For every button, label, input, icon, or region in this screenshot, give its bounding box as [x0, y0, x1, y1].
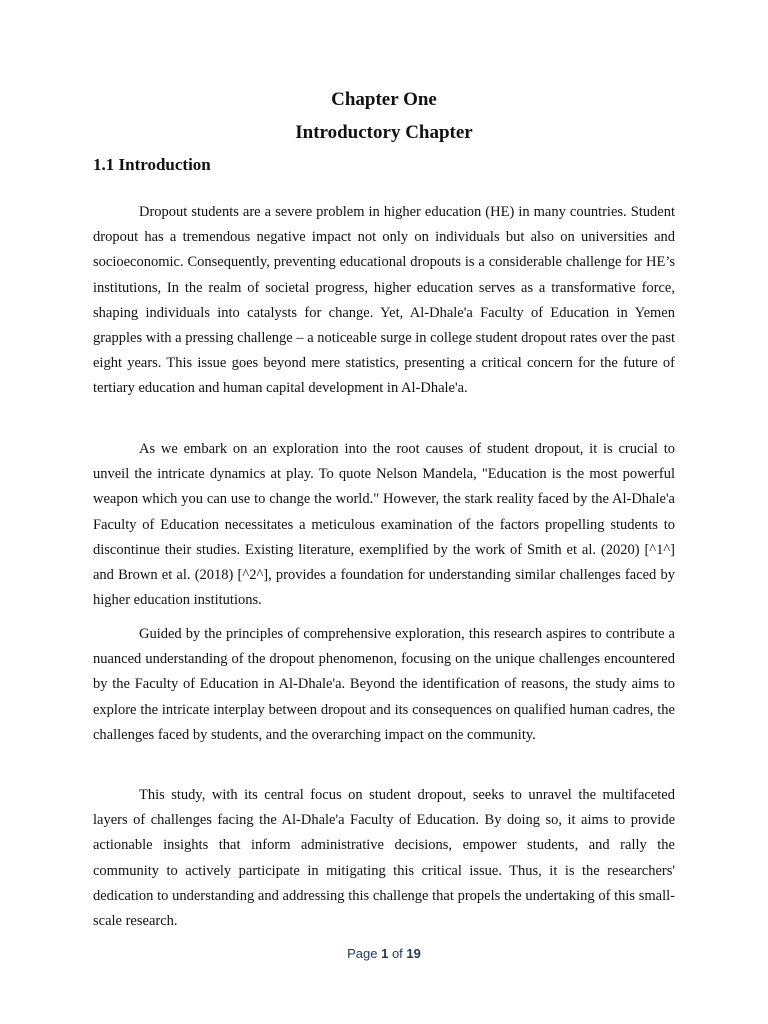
page-number: 1: [381, 946, 389, 961]
chapter-label: Chapter One: [331, 89, 437, 110]
paragraph: This study, with its central focus on student dropout, seeks to unravel the multifaceted layers of challenges facing the Al-Dhale'a Faculty of Education. By doing so, it aims to provide actionable insights that inform administrative decisions, empower students, and rally the community to actively participate in mitigating this critical issue. Thus, it is the researchers' dedication to understanding and addressing this challenge that propels the undertaking of this small-scale research.: [93, 787, 675, 930]
paragraph-2-block: [93, 437, 675, 613]
of-word: of: [391, 946, 403, 961]
paragraph-1-block: [93, 200, 675, 402]
paragraph: Guided by the principles of comprehensive exploration, this research aspires to contribute a nuanced understanding of the dropout phenomenon, focusing on the unique challenges encountered by the Faculty of Education in Al-Dhale'a. Beyond the identification of reasons, the study aims to explore the intricate interplay between dropout and its consequences on qualified human cadres, the challenges faced by students, and the overarching impact on the community.: [93, 626, 675, 743]
chapter-title: Introductory Chapter: [295, 122, 473, 143]
page-footer: [0, 946, 768, 961]
total-pages: 19: [406, 946, 421, 961]
section-heading: 1.1 Introduction: [93, 155, 211, 174]
paragraph: As we embark on an exploration into the root causes of student dropout, it is crucial to unveil the intricate dynamics at play. To quote Nelson Mandela, "Education is the most powerful weapon which you can use to change the world." However, the stark reality faced by the Al-Dhale'a Faculty of Education necessitates a meticulous examination of the factors propelling students to discontinue their studies. Existing literature, exemplified by the work of Smith et al. (2020) [^1^] and Brown et al. (2018) [^2^], provides a foundation for understanding similar challenges faced by higher education institutions.: [93, 441, 675, 609]
paragraph: Dropout students are a severe problem in higher education (HE) in many countries. Student dropout has a tremendous negative impact not only on individuals but also on universities and socioeconomic. Consequently, preventing educational dropouts is a considerable challenge for HE’s institutions, In the realm of societal progress, higher education serves as a transformative force, shaping individuals into catalysts for change. Yet, Al-Dhale'a Faculty of Education in Yemen grapples with a pressing challenge – a noticeable surge in college student dropout rates over the past eight years. This issue goes beyond mere statistics, presenting a critical concern for the future of tertiary education and human capital development in Al-Dhale'a.: [93, 204, 675, 397]
paragraph-3-block: [93, 622, 675, 748]
paragraph-4-block: [93, 783, 675, 934]
page-word: Page: [347, 946, 378, 961]
